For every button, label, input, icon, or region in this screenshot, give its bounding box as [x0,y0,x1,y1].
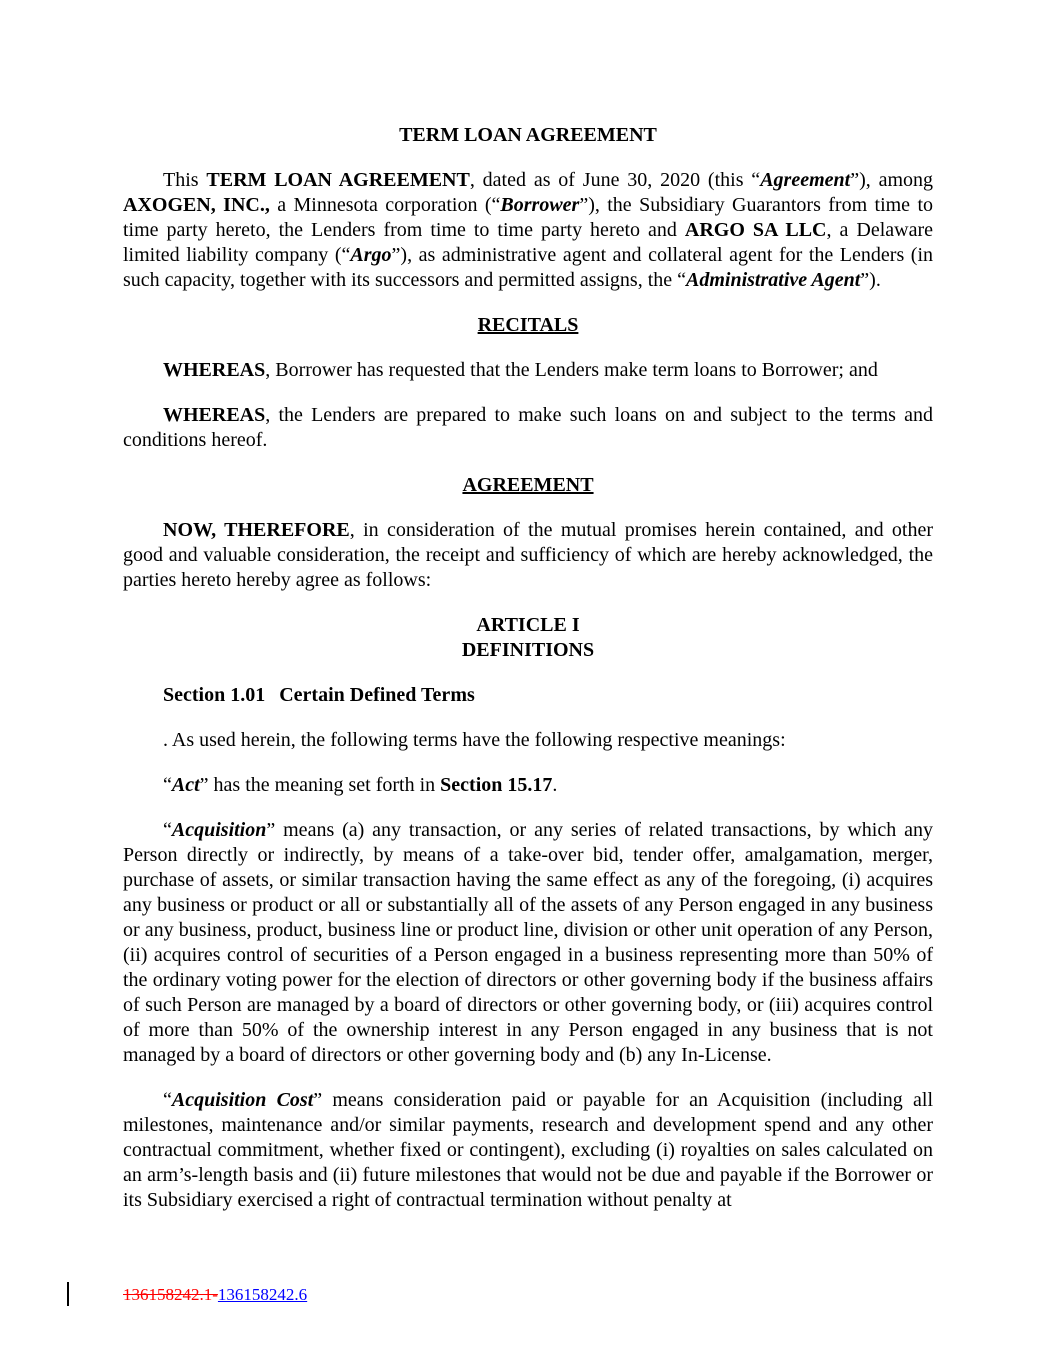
as-used-paragraph: . As used herein, the following terms have the following respective meanings: [163,729,786,751]
intro-paragraph: This TERM LOAN AGREEMENT, dated as of June 30, 2020 (this “Agreement”), among AXOGEN, INC., a Minnesota corporation (“Borrower”), the Subsidiary Guarantors from time to time party hereto, the Lenders from time to time party hereto and ARGO SA LLC, a Delaware limited liability company (“Argo”), as administrative agent and collateral agent for the Lenders (in such capacity, together with its successors and permitted assigns, the “Administrative Agent”). [123,169,933,291]
section-number: Section 1.01 [163,684,266,706]
document-body [123,123,933,1233]
definition-acquisition: “Acquisition” means (a) any transaction, or any series of related transactions, by which any Person directly or indirectly, by means of a take-over bid, tender offer, amalgamation, merger, purchase of assets, or similar transaction having the same effect as any of the foregoing, (i) acquires any business or product or all or substantially all of the assets of any Person engaged in any business or any business, product, business line or product line, division or other unit operation of any Person, (ii) acquires control of securities of a Person engaged in a business representing more than 50% of the ordinary voting power for the election of directors or other governing body if the business affairs of such Person are managed by a board of directors or other governing body, or (iii) acquires control of more than 50% of the ownership interest in any Person engaged in any business that is not managed by a board of directors or other governing body and (b) any In-License. [123,819,933,1066]
article-i-line: ARTICLE I [476,614,580,636]
document-title: TERM LOAN AGREEMENT [399,124,657,146]
definition-act: “Act” has the meaning set forth in Section 15.17. [163,774,558,796]
change-bar [67,1282,69,1306]
agreement-heading: AGREEMENT [462,474,594,496]
whereas-clause-1: WHEREAS, Borrower has requested that the Lenders make term loans to Borrower; and [163,359,878,381]
recitals-heading: RECITALS [477,314,579,336]
definitions-line: DEFINITIONS [461,639,595,661]
definition-acquisition-cost: “Acquisition Cost” means consideration paid or payable for an Acquisition (including all milestones, maintenance and/or similar payments, research and development spend and any other contractual commitment, whether fixed or contingent), excluding (i) royalties on sales calculated on an arm’s-length basis and (ii) future milestones that would not be due and payable if the Borrower or its Subsidiary exercised a right of contractual termination without penalty at [123,1089,933,1211]
section-title: Certain Defined Terms [279,684,475,706]
whereas-clause-2: WHEREAS, the Lenders are prepared to make such loans on and subject to the terms and conditions hereof. [123,404,933,451]
footer-redline: 136158242.1-136158242.6 [123,1285,308,1304]
agreement-heading-wrap [123,473,933,498]
now-therefore-paragraph: NOW, THEREFORE, in consideration of the mutual promises herein contained, and other good and valuable consideration, the receipt and sufficiency of which are hereby acknowledged, the parties hereto hereby agree as follows: [123,519,934,591]
article-i-heading [123,613,933,663]
section-1-01-heading [163,683,933,708]
recitals-heading-wrap [123,313,933,338]
